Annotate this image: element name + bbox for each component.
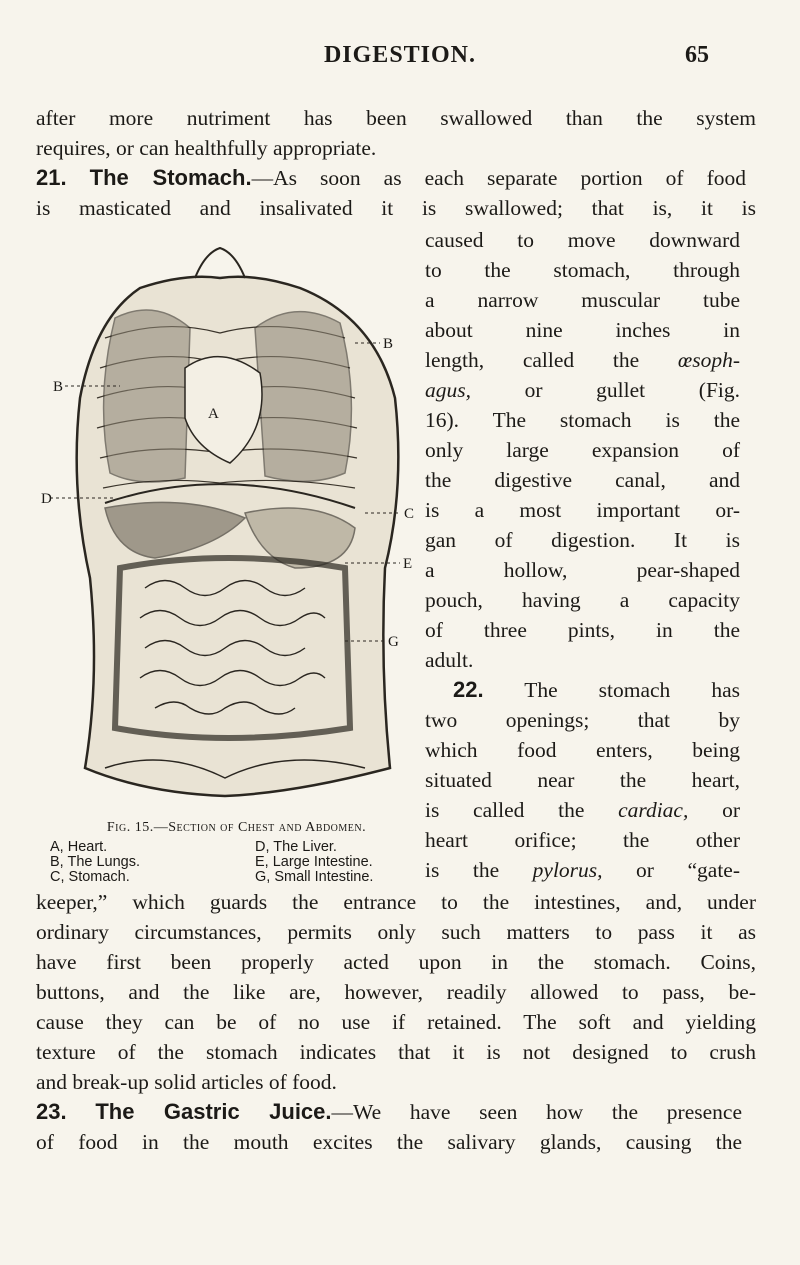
- legend-item: E, Large Intestine.: [255, 854, 373, 870]
- section-22-lead: [453, 675, 740, 705]
- text-run: —We have seen how the presence: [331, 1100, 742, 1124]
- text-run: is the: [425, 858, 533, 882]
- legend-item: A, Heart.: [50, 839, 108, 855]
- section-heading: The Gastric Juice.: [95, 1099, 332, 1124]
- label-b-left: B: [53, 379, 64, 395]
- italic-term: œsoph-: [677, 348, 740, 372]
- label-e: E: [403, 556, 413, 572]
- page-number: 65: [685, 42, 709, 68]
- label-g: G: [388, 634, 399, 650]
- text-line: ordinary circumstances, permits only such matters to pass it as: [36, 920, 756, 944]
- text-line: a hollow, pear-shaped: [425, 558, 740, 582]
- text-line: is a most important or-: [425, 498, 740, 522]
- figure-legend-left: [50, 840, 140, 885]
- text-line: heart orifice; the other: [425, 828, 740, 852]
- italic-term: cardiac,: [618, 798, 689, 822]
- anatomy-illustration: [41, 248, 420, 808]
- legend-item: B, The Lungs.: [50, 854, 141, 870]
- text-line: only large expansion of: [425, 438, 740, 462]
- text-line: situated near the heart,: [425, 768, 740, 792]
- text-line: adult.: [425, 648, 474, 672]
- text-line: is masticated and insalivated it is swallowed; that is, it is: [36, 196, 756, 220]
- text-run: The stomach has: [483, 678, 740, 702]
- section-21-lead: [36, 163, 746, 193]
- text-line: pouch, having a capacity: [425, 588, 740, 612]
- text-line: [425, 795, 740, 825]
- text-line: and break-up solid articles of food.: [36, 1070, 337, 1094]
- text-line: keeper,” which guards the entrance to the intestines, and, under: [36, 890, 756, 914]
- text-line: have first been properly acted upon in the stomach. Coins,: [36, 950, 756, 974]
- legend-item: D, The Liver.: [255, 839, 337, 855]
- text-line: to the stomach, through: [425, 258, 740, 282]
- italic-term: pylorus,: [532, 858, 603, 882]
- text-line: of food in the mouth excites the salivary glands, causing the: [36, 1130, 742, 1154]
- text-run: —As soon as each separate portion of food: [251, 166, 746, 190]
- text-run: length, called the: [425, 348, 678, 372]
- figure-legend-right: [255, 840, 373, 885]
- text-line: requires, or can healthfully appropriate.: [36, 136, 377, 160]
- text-line: of three pints, in the: [425, 618, 740, 642]
- section-heading: The Stomach.: [89, 165, 252, 190]
- text-line: two openings; that by: [425, 708, 740, 732]
- label-c: C: [404, 506, 415, 522]
- label-b-right: B: [383, 336, 394, 352]
- text-line: the digestive canal, and: [425, 468, 740, 492]
- figure-caption: Fig. 15.—Section of Chest and Abdomen.: [106, 820, 367, 835]
- section-number: 23.: [36, 1099, 67, 1124]
- text-line: a narrow muscular tube: [425, 288, 740, 312]
- text-line: after more nutriment has been swallowed than the system: [36, 106, 756, 130]
- text-run: or: [688, 798, 740, 822]
- text-run: or gullet (Fig.: [471, 378, 740, 402]
- text-run: is called the: [425, 798, 619, 822]
- text-line: [425, 345, 740, 375]
- text-line: 16). The stomach is the: [425, 408, 740, 432]
- legend-item: G, Small Intestine.: [255, 869, 374, 885]
- section-number: 22.: [453, 677, 484, 702]
- text-line: cause they can be of no use if retained. The soft and yielding: [36, 1010, 756, 1034]
- section-23-lead: [36, 1097, 742, 1127]
- label-d: D: [41, 491, 52, 507]
- text-line: buttons, and the like are, however, readily allowed to pass, be-: [36, 980, 756, 1004]
- text-line: caused to move downward: [425, 228, 740, 252]
- text-line: gan of digestion. It is: [425, 528, 740, 552]
- text-run: or “gate-: [602, 858, 740, 882]
- running-head: DIGESTION.: [323, 42, 477, 68]
- text-line: which food enters, being: [425, 738, 740, 762]
- legend-item: C, Stomach.: [50, 869, 130, 885]
- label-a: A: [208, 406, 219, 422]
- text-line: [425, 375, 740, 405]
- italic-term: agus,: [425, 378, 471, 402]
- text-line: texture of the stomach indicates that it is not designed to crush: [36, 1040, 756, 1064]
- section-number: 21.: [36, 165, 67, 190]
- text-line: [425, 855, 740, 885]
- text-line: about nine inches in: [425, 318, 740, 342]
